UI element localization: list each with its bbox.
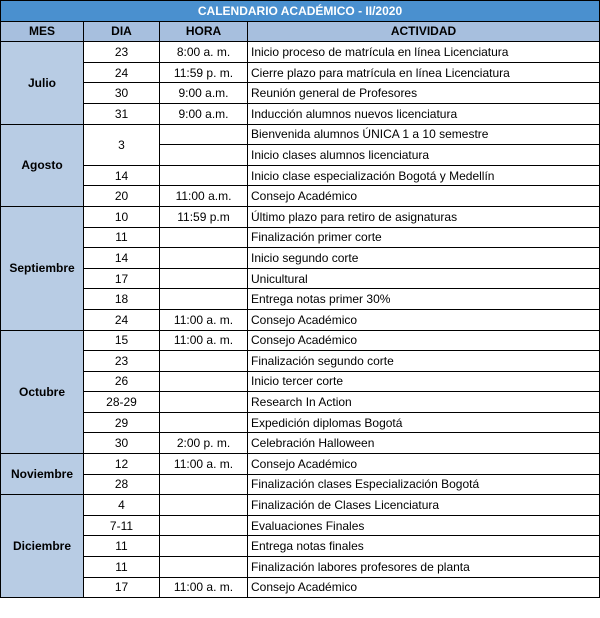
- day-cell: 23: [84, 42, 160, 63]
- day-cell: 14: [84, 248, 160, 269]
- time-cell: 11:00 a. m.: [160, 454, 248, 475]
- time-cell: 8:00 a. m.: [160, 42, 248, 63]
- activity-cell: Celebración Halloween: [248, 433, 600, 454]
- day-cell: 11: [84, 227, 160, 248]
- table-row: [1, 165, 600, 186]
- activity-cell: Bienvenida alumnos ÚNICA 1 a 10 semestre: [248, 124, 600, 145]
- time-cell: 11:59 p. m.: [160, 62, 248, 83]
- table-row: [1, 186, 600, 207]
- activity-cell: Research In Action: [248, 392, 600, 413]
- table-row: [1, 268, 600, 289]
- day-cell: 24: [84, 62, 160, 83]
- table-row: [1, 536, 600, 557]
- time-cell: [160, 351, 248, 372]
- time-cell: 11:59 p.m: [160, 206, 248, 227]
- day-cell: 4: [84, 495, 160, 516]
- day-cell: 28-29: [84, 392, 160, 413]
- time-cell: 9:00 a.m.: [160, 83, 248, 104]
- day-cell: 10: [84, 206, 160, 227]
- table-row: [1, 351, 600, 372]
- day-cell: 31: [84, 103, 160, 124]
- day-cell: 20: [84, 186, 160, 207]
- activity-cell: Evaluaciones Finales: [248, 515, 600, 536]
- table-row: [1, 289, 600, 310]
- day-cell: 29: [84, 412, 160, 433]
- time-cell: 11:00 a. m.: [160, 330, 248, 351]
- activity-cell: Consejo Académico: [248, 330, 600, 351]
- day-cell: 30: [84, 83, 160, 104]
- month-cell: Noviembre: [1, 454, 84, 495]
- time-cell: [160, 557, 248, 578]
- activity-cell: Consejo Académico: [248, 577, 600, 598]
- activity-cell: Consejo Académico: [248, 186, 600, 207]
- activity-cell: Consejo Académico: [248, 309, 600, 330]
- time-cell: [160, 227, 248, 248]
- day-cell: 17: [84, 577, 160, 598]
- table-row: [1, 103, 600, 124]
- activity-cell: Finalización primer corte: [248, 227, 600, 248]
- day-cell: 14: [84, 165, 160, 186]
- time-cell: [160, 289, 248, 310]
- table-row: [1, 474, 600, 495]
- header-actividad: ACTIVIDAD: [248, 21, 600, 42]
- time-cell: [160, 474, 248, 495]
- table-row: [1, 206, 600, 227]
- month-cell: Agosto: [1, 124, 84, 206]
- header-hora: HORA: [160, 21, 248, 42]
- time-cell: [160, 124, 248, 145]
- day-cell: 7-11: [84, 515, 160, 536]
- table-row: [1, 557, 600, 578]
- table-row: [1, 83, 600, 104]
- activity-cell: Inicio clase especialización Bogotá y Medellín: [248, 165, 600, 186]
- activity-cell: Finalización segundo corte: [248, 351, 600, 372]
- month-cell: Octubre: [1, 330, 84, 454]
- time-cell: 11:00 a. m.: [160, 577, 248, 598]
- calendar-body: [1, 42, 600, 598]
- header-row: [1, 21, 600, 42]
- time-cell: [160, 248, 248, 269]
- time-cell: 11:00 a. m.: [160, 309, 248, 330]
- day-cell: 30: [84, 433, 160, 454]
- activity-cell: Cierre plazo para matrícula en línea Licenciatura: [248, 62, 600, 83]
- activity-cell: Finalización de Clases Licenciatura: [248, 495, 600, 516]
- table-row: [1, 124, 600, 145]
- table-row: [1, 371, 600, 392]
- day-cell: 18: [84, 289, 160, 310]
- activity-cell: Finalización clases Especialización Bogotá: [248, 474, 600, 495]
- day-cell: 17: [84, 268, 160, 289]
- table-row: [1, 330, 600, 351]
- table-row: [1, 454, 600, 475]
- time-cell: 2:00 p. m.: [160, 433, 248, 454]
- time-cell: 11:00 a.m.: [160, 186, 248, 207]
- time-cell: [160, 371, 248, 392]
- day-cell: 11: [84, 536, 160, 557]
- header-mes: MES: [1, 21, 84, 42]
- table-row: [1, 577, 600, 598]
- table-row: [1, 392, 600, 413]
- activity-cell: Inicio tercer corte: [248, 371, 600, 392]
- activity-cell: Entrega notas primer 30%: [248, 289, 600, 310]
- table-row: [1, 515, 600, 536]
- table-row: [1, 309, 600, 330]
- time-cell: [160, 515, 248, 536]
- activity-cell: Inducción alumnos nuevos licenciatura: [248, 103, 600, 124]
- activity-cell: Entrega notas finales: [248, 536, 600, 557]
- activity-cell: Reunión general de Profesores: [248, 83, 600, 104]
- month-cell: Diciembre: [1, 495, 84, 598]
- activity-cell: Inicio segundo corte: [248, 248, 600, 269]
- activity-cell: Último plazo para retiro de asignaturas: [248, 206, 600, 227]
- time-cell: [160, 268, 248, 289]
- table-row: [1, 495, 600, 516]
- activity-cell: Finalización labores profesores de planta: [248, 557, 600, 578]
- activity-cell: Unicultural: [248, 268, 600, 289]
- time-cell: [160, 536, 248, 557]
- table-row: [1, 433, 600, 454]
- activity-cell: Inicio proceso de matrícula en línea Licenciatura: [248, 42, 600, 63]
- day-cell: 28: [84, 474, 160, 495]
- time-cell: [160, 392, 248, 413]
- table-row: [1, 412, 600, 433]
- activity-cell: Expedición diplomas Bogotá: [248, 412, 600, 433]
- day-cell: 23: [84, 351, 160, 372]
- activity-cell: Inicio clases alumnos licenciatura: [248, 145, 600, 166]
- header-dia: DIA: [84, 21, 160, 42]
- day-cell: 15: [84, 330, 160, 351]
- time-cell: [160, 495, 248, 516]
- time-cell: 9:00 a.m.: [160, 103, 248, 124]
- table-row: [1, 248, 600, 269]
- month-cell: Septiembre: [1, 206, 84, 330]
- calendar-title: CALENDARIO ACADÉMICO - II/2020: [1, 1, 600, 22]
- day-cell: 11: [84, 557, 160, 578]
- day-cell: 24: [84, 309, 160, 330]
- day-cell: 26: [84, 371, 160, 392]
- time-cell: [160, 145, 248, 166]
- table-row: [1, 62, 600, 83]
- day-cell: 12: [84, 454, 160, 475]
- time-cell: [160, 165, 248, 186]
- day-cell: 3: [84, 124, 160, 165]
- title-row: [1, 1, 600, 22]
- month-cell: Julio: [1, 42, 84, 124]
- activity-cell: Consejo Académico: [248, 454, 600, 475]
- table-row: [1, 42, 600, 63]
- table-row: [1, 227, 600, 248]
- time-cell: [160, 412, 248, 433]
